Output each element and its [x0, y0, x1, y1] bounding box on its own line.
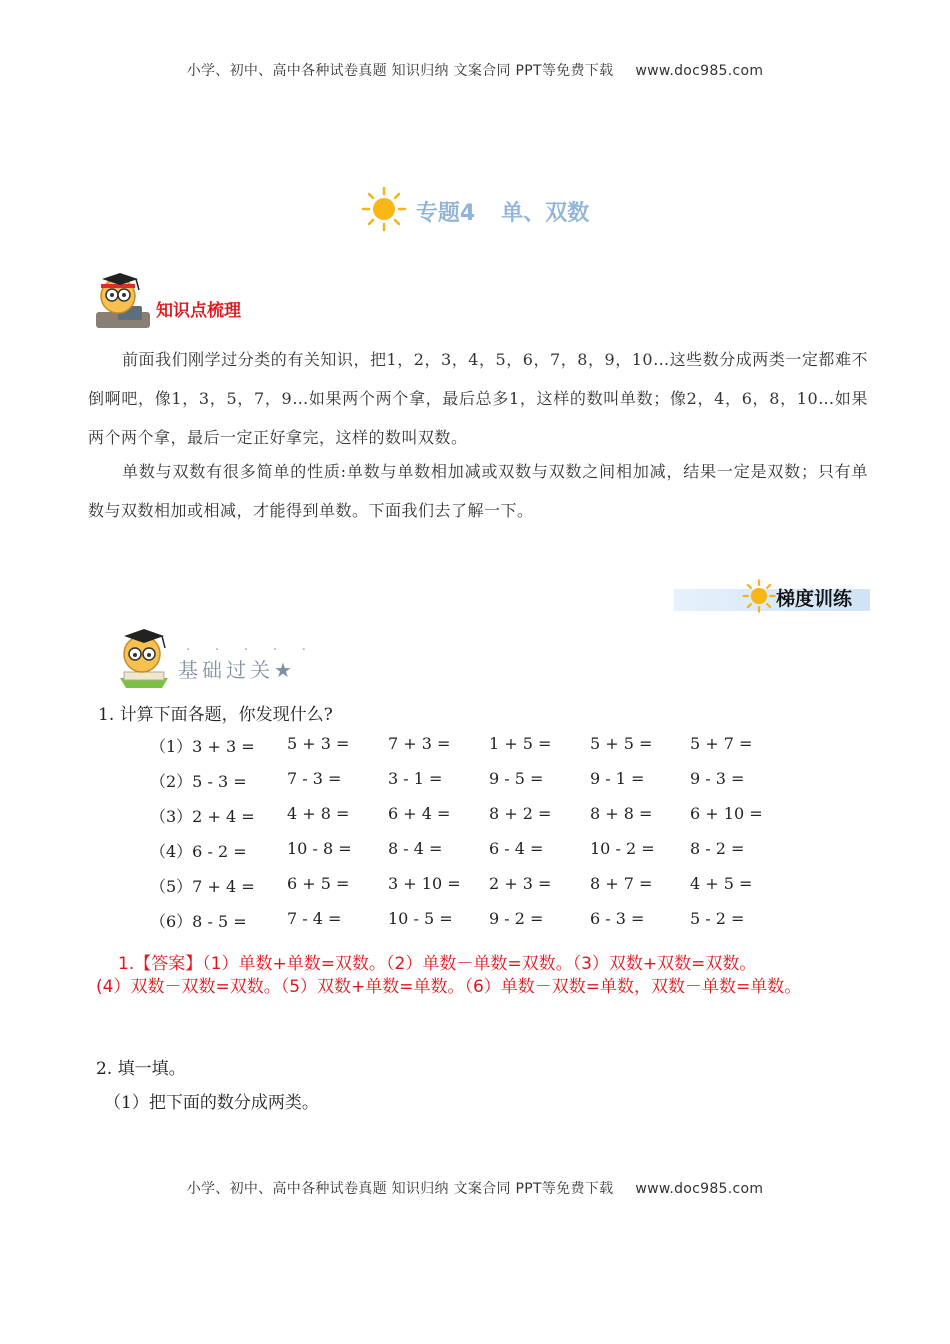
title-prefix: 专题4 — [415, 200, 476, 226]
title-main: 单、双数 — [501, 200, 590, 226]
sun-icon — [361, 186, 407, 236]
calc-item: 3 + 10 = — [388, 874, 461, 893]
header-text: 小学、初中、高中各种试卷真题 知识归纳 文案合同 PPT等免费下载 — [186, 63, 614, 79]
knowledge-paragraph-1: 前面我们刚学过分类的有关知识，把1，2，3，4，5，6，7，8，9，10…这些数分成两类一定都难不倒啊吧，像1，3，5，7，9…如果两个两个拿，最后总多1，这样的数叫单数；像2，4，6，8，10…如果两个两个拿，最后一定正好拿完，这样的数叫双数。 — [88, 350, 868, 447]
calc-item: 4 + 8 = — [287, 804, 350, 823]
calc-item: 5 - 2 = — [690, 909, 745, 928]
calc-label: （6）8 - 5 = — [150, 912, 247, 931]
calc-item: 6 + 10 = — [690, 804, 763, 823]
calc-item: 8 - 4 = — [388, 839, 443, 858]
page-footer — [0, 1178, 950, 1198]
knowledge-paragraph-2: 单数与双数有很多简单的性质:单数与单数相加减或双数与双数之间相加减，结果一定是双数；只有单数与双数相加或相减，才能得到单数。下面我们去了解一下。 — [88, 462, 868, 520]
training-heading: 梯度训练 — [776, 588, 853, 610]
calc-item: 10 - 5 = — [388, 909, 453, 928]
calc-item: 8 + 2 = — [489, 804, 552, 823]
calc-item: 6 + 5 = — [287, 874, 350, 893]
page-title — [416, 196, 589, 227]
calc-item: 7 + 3 = — [388, 734, 451, 753]
calc-item: 9 - 2 = — [489, 909, 544, 928]
decorative-dots: · · · · · — [186, 642, 317, 658]
calc-item: 6 - 4 = — [489, 839, 544, 858]
answer-line-2: (4）双数－双数=双数。（5）双数+单数=单数。（6）单数－双数=单数，双数－单数=单数。 — [96, 977, 802, 997]
calc-item: 5 + 5 = — [590, 734, 653, 753]
question-1-prompt: 1. 计算下面各题，你发现什么? — [98, 705, 333, 725]
calc-item: 10 - 8 = — [287, 839, 352, 858]
calc-item: 8 - 2 = — [690, 839, 745, 858]
calc-item: 9 - 5 = — [489, 769, 544, 788]
calc-item: 7 - 3 = — [287, 769, 342, 788]
calc-item: 5 + 7 = — [690, 734, 753, 753]
calc-item: 2 + 3 = — [489, 874, 552, 893]
calc-item: 1 + 5 = — [489, 734, 552, 753]
calc-label: （2）5 - 3 = — [150, 772, 247, 791]
calc-item: 9 - 1 = — [590, 769, 645, 788]
calc-item: 3 - 1 = — [388, 769, 443, 788]
footer-text: 小学、初中、高中各种试卷真题 知识归纳 文案合同 PPT等免费下载 — [186, 1181, 614, 1197]
calc-label: （5）7 + 4 = — [150, 877, 255, 896]
calc-label: （1）3 + 3 = — [150, 737, 255, 756]
answer-line-1: 1.【答案】（1）单数+单数=双数。（2）单数－单数=双数。（3）双数+双数=双数。 — [118, 954, 757, 974]
footer-url[interactable]: www.doc985.com — [635, 1181, 764, 1197]
calc-label: （3）2 + 4 = — [150, 807, 255, 826]
basic-heading: 基础过关★ — [178, 658, 296, 682]
calc-item: 8 + 8 = — [590, 804, 653, 823]
sun-icon — [742, 579, 776, 617]
calc-item: 7 - 4 = — [287, 909, 342, 928]
header-url[interactable]: www.doc985.com — [635, 63, 764, 79]
page-header — [0, 60, 950, 80]
calc-item: 9 - 3 = — [690, 769, 745, 788]
calc-item: 4 + 5 = — [690, 874, 753, 893]
calc-item: 6 + 4 = — [388, 804, 451, 823]
knowledge-heading: 知识点梳理 — [156, 301, 241, 321]
calc-item: 10 - 2 = — [590, 839, 655, 858]
question-2-prompt: 2. 填一填。 — [96, 1059, 186, 1079]
scholar-mascot-icon — [92, 270, 154, 336]
calc-item: 6 - 3 = — [590, 909, 645, 928]
question-2-sub-1: （1）把下面的数分成两类。 — [104, 1093, 319, 1113]
page-title-block — [0, 186, 950, 236]
calc-item: 8 + 7 = — [590, 874, 653, 893]
reading-mascot-icon — [112, 626, 176, 694]
calc-label: （4）6 - 2 = — [150, 842, 247, 861]
calc-item: 5 + 3 = — [287, 734, 350, 753]
